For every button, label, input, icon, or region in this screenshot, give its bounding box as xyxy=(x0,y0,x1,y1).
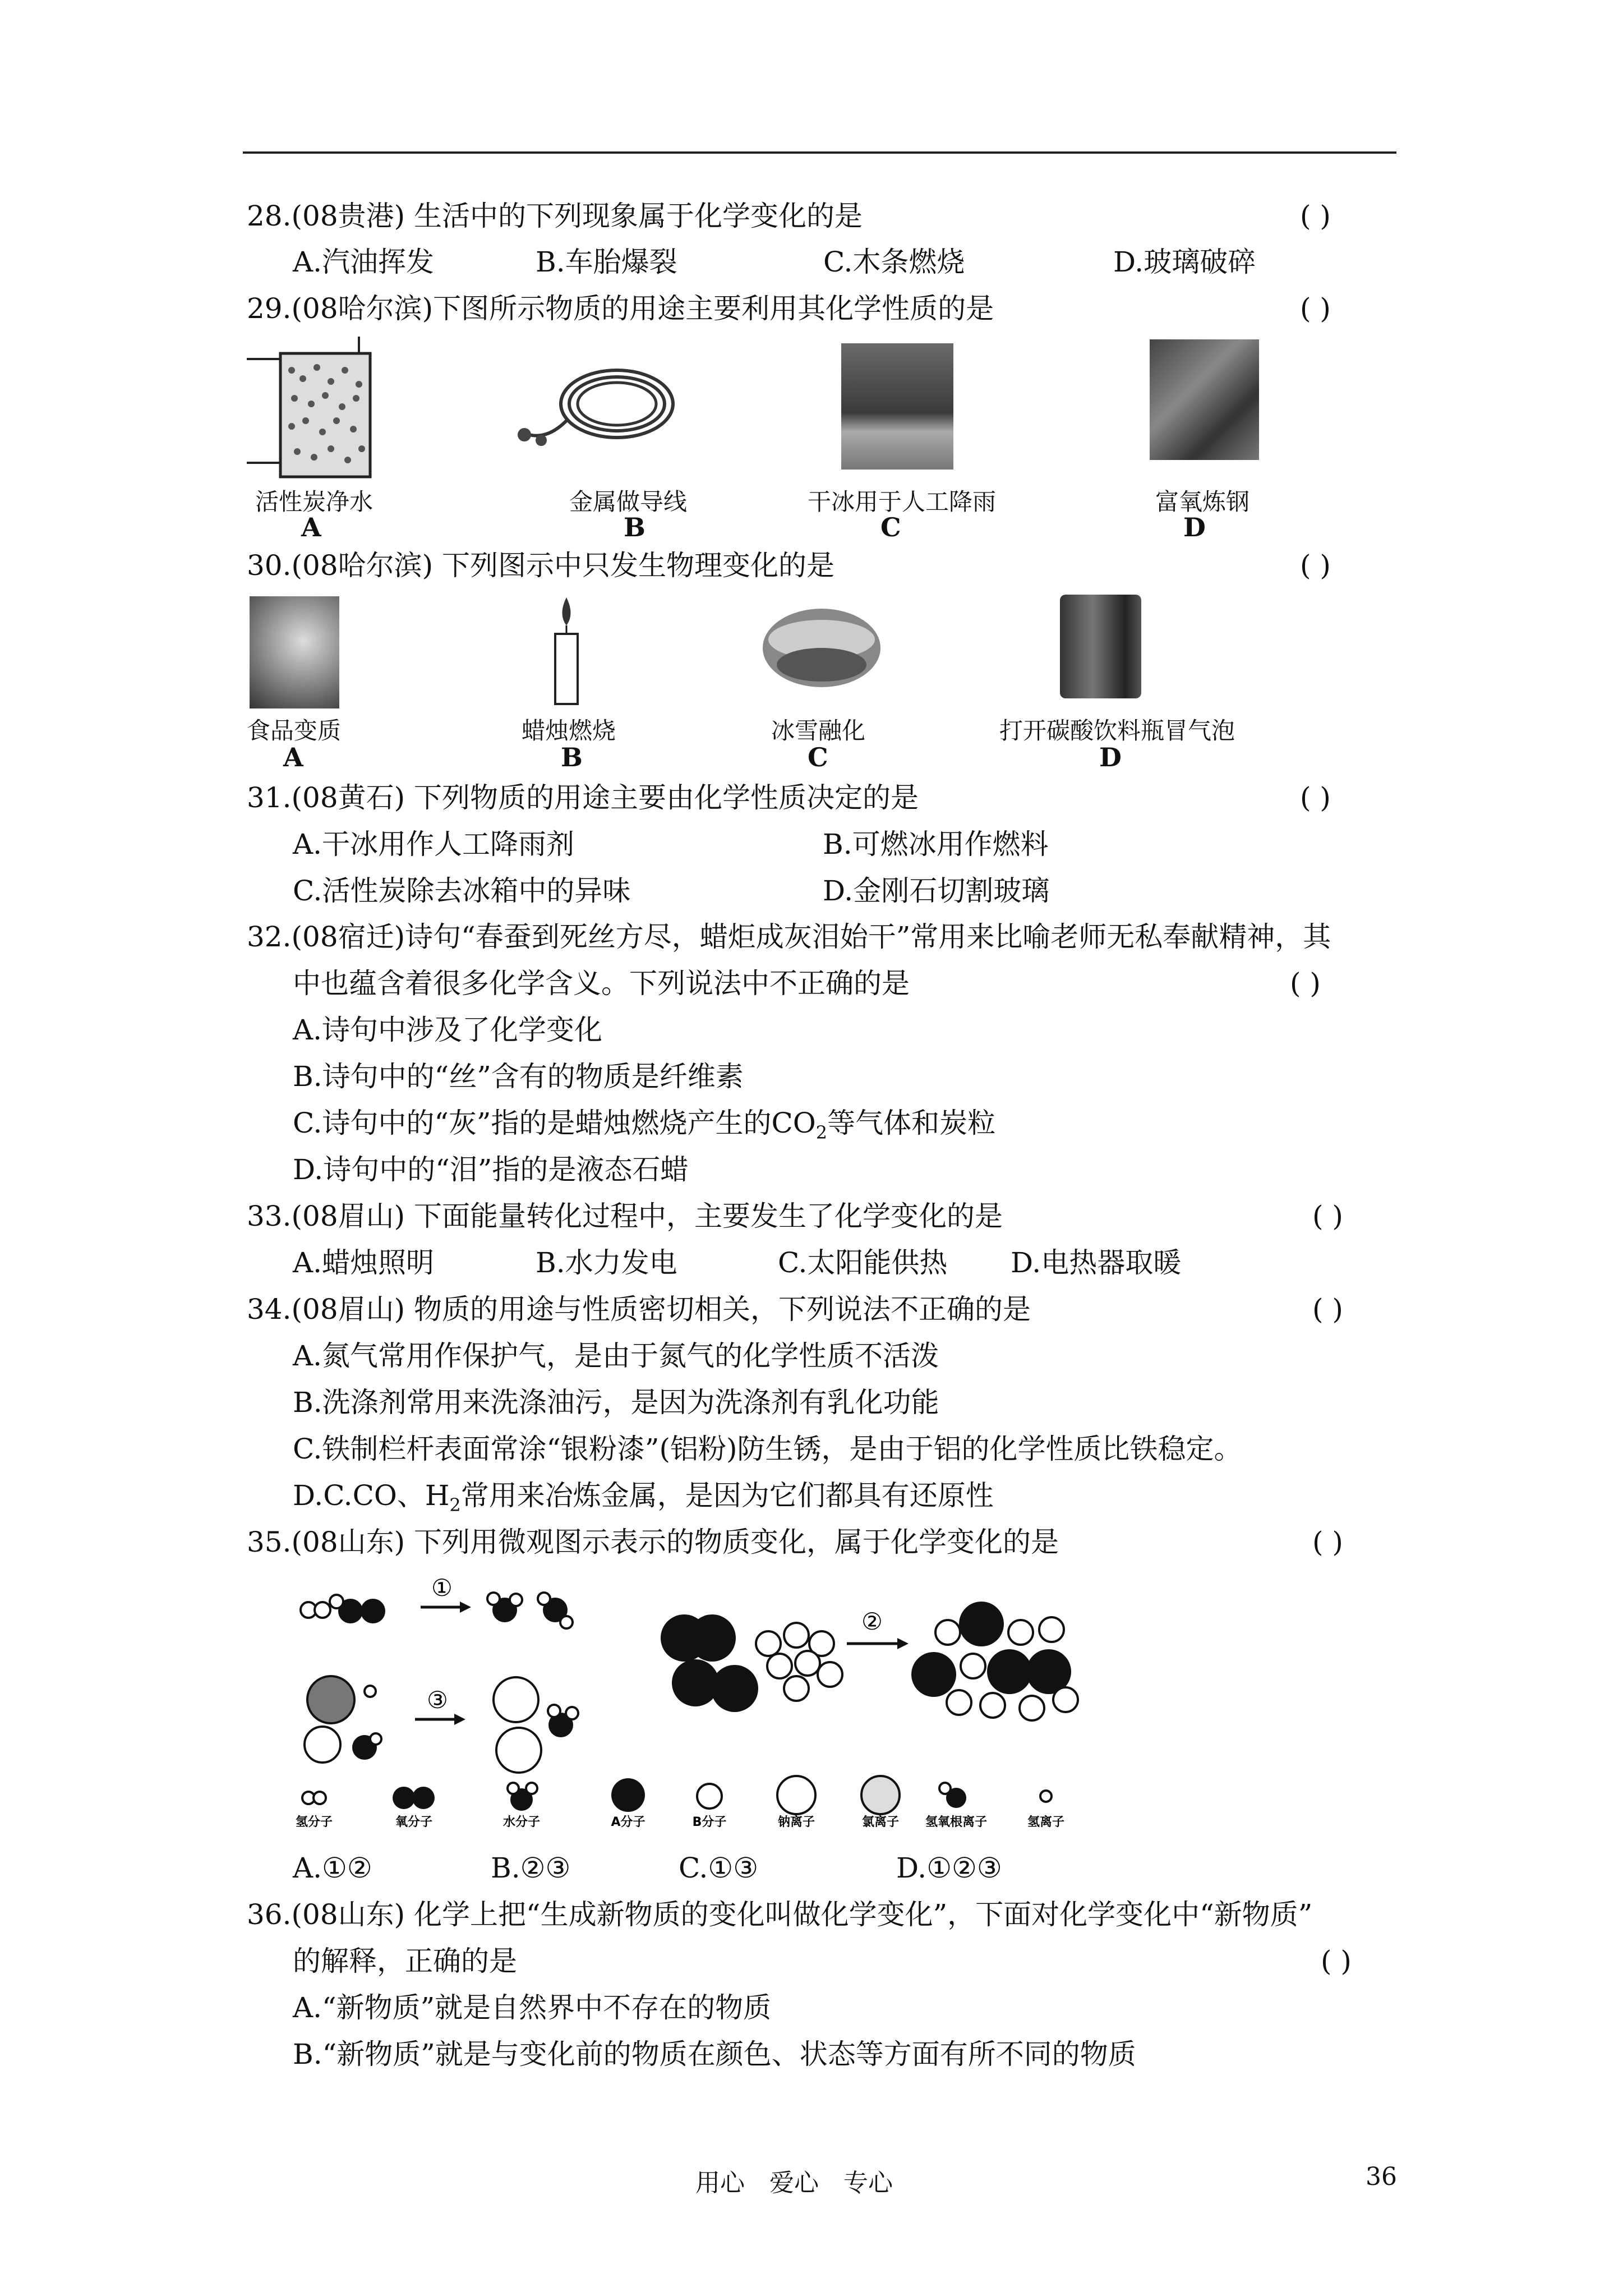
q31-option-b: B.可燃冰用作燃料 xyxy=(823,828,1049,861)
footer-motto: 用心 爱心 专心 xyxy=(695,2169,893,2197)
q29-answer-paren: ( ) xyxy=(1300,292,1331,325)
q33-option-a: A.蜡烛照明 xyxy=(293,1246,435,1279)
q30-letter-d: D xyxy=(1099,742,1122,772)
q30-caption-d: 打开碳酸饮料瓶冒气泡 xyxy=(999,717,1235,744)
q34-option-c: C.铁制栏杆表面常涂“银粉漆”(铝粉)防生锈，是由于铝的化学性质比铁稳定。 xyxy=(293,1433,1242,1465)
legend-a-molecule: A分子 xyxy=(611,1815,645,1829)
q29-letter-c: C xyxy=(880,512,901,542)
dry-ice-rain-figure xyxy=(841,343,953,470)
mark-1: ① xyxy=(431,1576,453,1602)
q30-letter-a: A xyxy=(283,742,303,772)
q36-stem-line2: 的解释，正确的是 xyxy=(293,1945,517,1977)
q32-option-b: B.诗句中的“丝”含有的物质是纤维素 xyxy=(293,1060,744,1093)
q34-option-a: A.氮气常用作保护气，是由于氮气的化学性质不活泼 xyxy=(293,1340,939,1372)
wire-coil-figure xyxy=(510,359,684,460)
q32-option-d: D.诗句中的“泪”指的是液态石蜡 xyxy=(293,1153,689,1186)
micro-diagram-figure xyxy=(292,1576,1144,1829)
header-rule xyxy=(243,151,1396,154)
q28-option-d: D.玻璃破碎 xyxy=(1113,246,1256,278)
q33-option-d: D.电热器取暖 xyxy=(1011,1246,1182,1279)
q30-letter-b: B xyxy=(561,742,583,772)
q34-answer-paren: ( ) xyxy=(1312,1293,1343,1326)
legend-b-molecule: B分子 xyxy=(692,1815,727,1829)
q30-caption-c: 冰雪融化 xyxy=(771,717,866,744)
melting-snow-figure xyxy=(760,606,883,690)
q29-letter-a: A xyxy=(301,512,321,542)
q35-stem: 35.(08山东) 下列用微观图示表示的物质变化，属于化学变化的是 xyxy=(247,1526,1059,1558)
legend-icons xyxy=(302,1776,1052,1814)
q33-answer-paren: ( ) xyxy=(1312,1200,1343,1232)
q31-option-a: A.干冰用作人工降雨剂 xyxy=(293,828,575,861)
q33-option-c: C.太阳能供热 xyxy=(778,1246,948,1279)
reaction-1-reactants xyxy=(301,1595,385,1623)
q31-option-d: D.金刚石切割玻璃 xyxy=(823,875,1050,907)
q30-caption-a: 食品变质 xyxy=(247,717,342,744)
q35-option-b: B.②③ xyxy=(491,1852,571,1884)
legend-hydrogen-ion: 氢离子 xyxy=(1027,1815,1065,1829)
q32-option-a: A.诗句中涉及了化学变化 xyxy=(293,1014,603,1046)
activated-carbon-filter-figure xyxy=(247,337,376,480)
q34-option-d: D.C.CO、$H_2$常用来冶炼金属，是因为它们都具有还原性 xyxy=(293,1479,994,1516)
q28-stem: 28.(08贵港) 生活中的下列现象属于化学变化的是 xyxy=(247,200,863,232)
q29-stem: 29.(08哈尔滨)下图所示物质的用途主要利用其化学性质的是 xyxy=(247,292,994,325)
q31-stem: 31.(08黄石) 下列物质的用途主要由化学性质决定的是 xyxy=(247,781,919,814)
q35-answer-paren: ( ) xyxy=(1312,1526,1343,1558)
candle-figure xyxy=(547,595,586,707)
q30-letter-c: C xyxy=(808,742,828,772)
legend-hydrogen-molecule: 氢分子 xyxy=(295,1815,333,1829)
q28-answer-paren: ( ) xyxy=(1300,200,1331,232)
legend-hydroxide-ion: 氢氧根离子 xyxy=(925,1815,988,1829)
q29-caption-a: 活性炭净水 xyxy=(255,488,374,516)
q30-caption-b: 蜡烛燃烧 xyxy=(522,717,616,744)
legend-chloride-ion: 氯离子 xyxy=(861,1815,900,1829)
mark-3: ③ xyxy=(427,1686,448,1714)
q28-option-b: B.车胎爆裂 xyxy=(536,246,677,278)
mark-2: ② xyxy=(861,1608,883,1635)
page-number: 36 xyxy=(1366,2162,1397,2191)
q29-letter-d: D xyxy=(1183,512,1206,542)
q35-option-c: C.①③ xyxy=(679,1852,759,1884)
q35-option-a: A.①② xyxy=(293,1852,372,1884)
q28-option-c: C.木条燃烧 xyxy=(823,246,965,278)
q34-stem: 34.(08眉山) 物质的用途与性质密切相关，下列说法不正确的是 xyxy=(247,1293,1031,1326)
q32-answer-paren: ( ) xyxy=(1290,967,1321,1000)
q29-caption-c: 干冰用于人工降雨 xyxy=(808,488,997,516)
q29-caption-d: 富氧炼钢 xyxy=(1155,488,1250,516)
legend-water-molecule: 水分子 xyxy=(502,1815,541,1829)
q32-stem-line2: 中也蕴含着很多化学含义。下列说法中不正确的是 xyxy=(293,967,910,1000)
reaction-1-products xyxy=(487,1593,573,1628)
q29-letter-b: B xyxy=(624,512,645,542)
spoiled-food-figure xyxy=(250,596,339,708)
reaction-2-products xyxy=(911,1602,1078,1720)
q32-option-c: C.诗句中的“灰”指的是蜡烛燃烧产生的$CO_2$等气体和炭粒 xyxy=(293,1107,996,1143)
q31-answer-paren: ( ) xyxy=(1300,781,1331,814)
q35-option-d: D.①②③ xyxy=(896,1852,1002,1884)
q29-caption-b: 金属做导线 xyxy=(569,488,688,516)
legend-oxygen-molecule: 氧分子 xyxy=(395,1815,433,1829)
q28-option-a: A.汽油挥发 xyxy=(293,246,435,278)
q33-option-b: B.水力发电 xyxy=(536,1246,677,1279)
q33-stem: 33.(08眉山) 下面能量转化过程中，主要发生了化学变化的是 xyxy=(247,1200,1003,1232)
q32-stem-line1: 32.(08宿迁)诗句“春蚕到死丝方尽，蜡炬成灰泪始干”常用来比喻老师无私奉献精神，其 xyxy=(247,921,1331,953)
q36-stem-line1: 36.(08山东) 化学上把“生成新物质的变化叫做化学变化”，下面对化学变化中“新物质” xyxy=(247,1898,1313,1931)
q36-option-b: B.“新物质”就是与变化前的物质在颜色、状态等方面有所不同的物质 xyxy=(293,2038,1136,2070)
soda-bottle-figure xyxy=(1060,595,1141,698)
oxygen-steelmaking-figure xyxy=(1150,339,1259,460)
q30-answer-paren: ( ) xyxy=(1300,549,1331,582)
q36-answer-paren: ( ) xyxy=(1321,1945,1352,1977)
reaction-2-reactants xyxy=(661,1614,842,1712)
legend-sodium-ion: 钠离子 xyxy=(777,1815,815,1829)
q36-option-a: A.“新物质”就是自然界中不存在的物质 xyxy=(293,1991,772,2024)
q34-option-b: B.洗涤剂常用来洗涤油污，是因为洗涤剂有乳化功能 xyxy=(293,1386,939,1419)
q31-option-c: C.活性炭除去冰箱中的异味 xyxy=(293,875,631,907)
q30-stem: 30.(08哈尔滨) 下列图示中只发生物理变化的是 xyxy=(247,549,835,582)
